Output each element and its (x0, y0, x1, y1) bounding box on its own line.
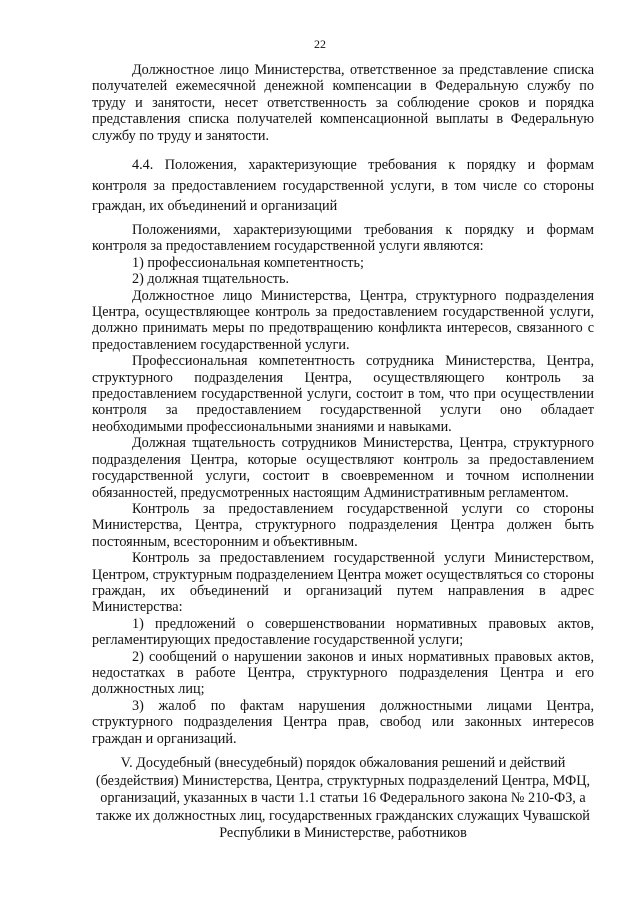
paragraph: Должная тщательность сотрудников Министерства, Центра, структурного подразделения Центра, которые осуществляют контроль за предоставлением государственной услуги, состоит в своевременном и точном исполнении обязанностей, предусмотренных настоящим Административным регламентом. (92, 435, 594, 501)
list-item: 3) жалоб по фактам нарушения должностными лицами Центра, структурного подразделения Центра прав, свобод или законных интересов граждан и организаций. (92, 697, 594, 747)
paragraph: Положениями, характеризующими требования к порядку и формам контроля за предоставлением государственной услуги являются: (92, 222, 594, 255)
text-block-top (92, 62, 594, 144)
paragraph: Должностное лицо Министерства, ответственное за представление списка получателей ежемесячной денежной компенсации в Федеральную службу по труду и занятости, несет ответственность за соблюдение сроков и порядка представления списка получателей компенсационной выплаты в Федеральную службу по труду и занятости. (92, 62, 594, 144)
text-block-main (92, 222, 594, 747)
section-4-4-block (92, 155, 594, 217)
list-item: 2) должная тщательность. (132, 271, 289, 288)
list-item: 1) профессиональная компетентность; (132, 254, 364, 271)
page-number: 22 (314, 37, 326, 51)
paragraph: Должностное лицо Министерства, Центра, структурного подразделения Центра, осуществляющее контроль за предоставлением государственной услуги, должно принимать меры по предотвращению конфликта интересов, связанного с предоставлением государственной услуги. (92, 287, 594, 353)
paragraph: Контроль за предоставлением государственной услуги со стороны Министерства, Центра, структурного подразделения Центра должен быть постоянным, всесторонним и объективным. (92, 500, 594, 550)
section-v-heading: V. Досудебный (внесудебный) порядок обжалования решений и действий (бездействия) Министерства, Центра, структурных подразделений Центра, МФЦ, организаций, указанных в части 1.1 статьи 16 Федерального закона № 210-ФЗ, а также их должностных лиц, государственных гражданских служащих Чувашской Республики в Министерстве, работников (95, 755, 591, 841)
list-item: 1) предложений о совершенствовании нормативных правовых актов, регламентирующих предоставление государственной услуги; (92, 615, 594, 649)
section-4-4-title: 4.4. Положения, характеризующие требования к порядку и формам контроля за предоставлением государственной услуги, в том числе со стороны граждан, их объединений и организаций (92, 157, 594, 214)
paragraph: Профессиональная компетентность сотрудника Министерства, Центра, структурного подразделения Центра, осуществляющего контроль за предоставлением государственной услуги, состоит в том, что при осуществлении контроля за предоставлением государственной услуги оно обладает необходимыми профессиональными знаниями и навыками. (92, 353, 594, 435)
list-item: 2) сообщений о нарушении законов и иных нормативных правовых актов, недостатках в работе Центра, структурного подразделения Центра и его должностных лиц; (92, 648, 594, 698)
paragraph: Контроль за предоставлением государственной услуги Министерством, Центром, структурным подразделением Центра может осуществляться со стороны граждан, их объединений и организаций путем направления в адрес Министерства: (92, 550, 594, 616)
